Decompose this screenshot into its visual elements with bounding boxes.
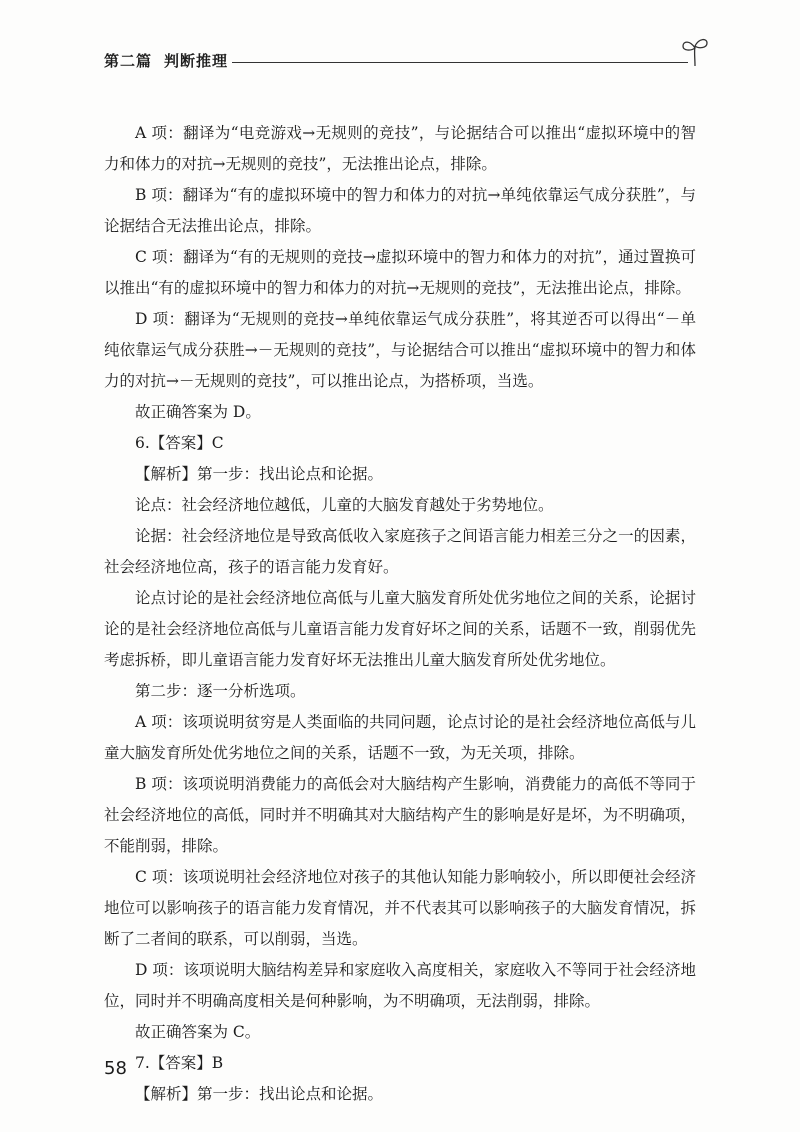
paragraph: 故正确答案为 C。 bbox=[135, 1023, 261, 1041]
paragraph: 故正确答案为 D。 bbox=[135, 403, 261, 421]
paragraph: 第二步：逐一分析选项。 bbox=[135, 682, 306, 700]
header-text bbox=[104, 50, 228, 71]
header-title: 判断推理 bbox=[164, 52, 229, 70]
paragraph: D 项：翻译为“无规则的竞技→单纯依靠运气成分获胜”，将其逆否可以得出“－单纯依靠运气成分获胜→－无规则的竞技”，与论据结合可以推出“虚拟环境中的智力和体力的对抗→－无规则的竞技”，可以推出论点，为搭桥项，当选。 bbox=[104, 310, 696, 390]
paragraph: 论点讨论的是社会经济地位高低与儿童大脑发育所处优劣地位之间的关系，论据讨论的是社会经济地位高低与儿童语言能力发育好坏之间的关系，话题不一致，削弱优先考虑拆桥，即儿童语言能力发育好坏无法推出儿童大脑发育所处优劣地位。 bbox=[104, 589, 696, 669]
answer-heading: 6.【答案】C bbox=[135, 434, 224, 452]
body-text bbox=[104, 118, 696, 1110]
paragraph: C 项：翻译为“有的无规则的竞技→虚拟环境中的智力和体力的对抗”，通过置换可以推出“有的虚拟环境中的智力和体力的对抗→无规则的竞技”，无法推出论点，排除。 bbox=[104, 248, 696, 297]
paragraph: D 项：该项说明大脑结构差异和家庭收入高度相关，家庭收入不等同于社会经济地位，同时并不明确高度相关是何种影响，为不明确项，无法削弱，排除。 bbox=[104, 961, 696, 1010]
answer-heading: 7.【答案】B bbox=[135, 1054, 224, 1072]
analysis-heading: 【解析】第一步：找出论点和论据。 bbox=[135, 1085, 384, 1103]
header-part: 第二篇 bbox=[104, 52, 153, 70]
header-rule bbox=[232, 62, 688, 63]
paragraph: 论据：社会经济地位是导致高低收入家庭孩子之间语言能力相差三分之一的因素，社会经济地位高，孩子的语言能力发育好。 bbox=[104, 527, 696, 576]
analysis-heading: 【解析】第一步：找出论点和论据。 bbox=[135, 465, 384, 483]
paragraph: A 项：该项说明贫穷是人类面临的共同问题，论点讨论的是社会经济地位高低与儿童大脑发育所处优劣地位之间的关系，话题不一致，为无关项，排除。 bbox=[104, 713, 696, 762]
paragraph: 论点：社会经济地位越低，儿童的大脑发育越处于劣势地位。 bbox=[135, 496, 554, 514]
running-header bbox=[104, 36, 710, 76]
paragraph: A 项：翻译为“电竞游戏→无规则的竞技”，与论据结合可以推出“虚拟环境中的智力和体力的对抗→无规则的竞技”，无法推出论点，排除。 bbox=[104, 124, 696, 173]
paragraph: C 项：该项说明社会经济地位对孩子的其他认知能力影响较小，所以即便社会经济地位可以影响孩子的语言能力发育情况，并不代表其可以影响孩子的大脑发育情况，拆断了二者间的联系，可以削弱，当选。 bbox=[104, 868, 696, 948]
paragraph: B 项：翻译为“有的虚拟环境中的智力和体力的对抗→单纯依靠运气成分获胜”，与论据结合无法推出论点，排除。 bbox=[104, 186, 696, 235]
paragraph: B 项：该项说明消费能力的高低会对大脑结构产生影响，消费能力的高低不等同于社会经济地位的高低，同时并不明确其对大脑结构产生的影响是好是坏，为不明确项，不能削弱，排除。 bbox=[104, 775, 696, 855]
page-number: 58 bbox=[104, 1058, 127, 1079]
sprout-icon bbox=[680, 36, 710, 68]
